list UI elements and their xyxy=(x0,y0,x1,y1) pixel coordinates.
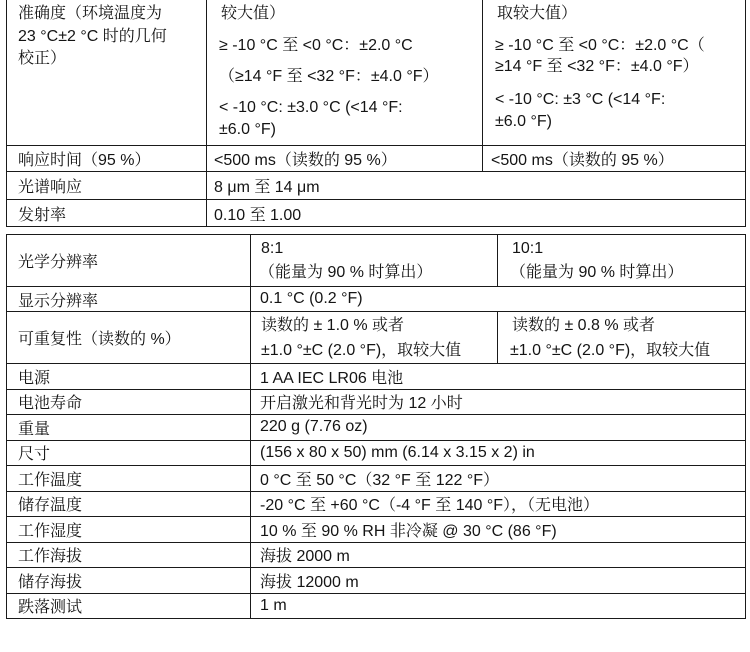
accuracy-col2-cell xyxy=(207,0,483,146)
spectral-response-label: 光谱响应 xyxy=(7,172,207,200)
accuracy-label-line: 校正） xyxy=(18,50,67,67)
optical-resolution-ratio: 10:1 xyxy=(512,240,544,257)
optical-resolution-note: （能量为 90 % 时算出） xyxy=(510,264,684,281)
accuracy-col3-line: 取较大值） xyxy=(497,5,578,22)
repeatability-line: ±1.0 °±C (2.0 °F)，取较大值 xyxy=(510,342,711,359)
response-time-label: 响应时间（95 %） xyxy=(7,146,207,172)
accuracy-col2-line: ≥ -10 °C 至 <0 °C：±2.0 °C xyxy=(219,37,413,54)
accuracy-label-line: 23 °C±2 °C 时的几何 xyxy=(18,28,167,45)
optical-resolution-label: 光学分辨率 xyxy=(7,235,251,287)
battery-life-label: 电池寿命 xyxy=(7,390,251,416)
accuracy-label-line: 准确度（环境温度为 xyxy=(18,5,163,22)
operating-temperature-value: 0 °C 至 50 °C（32 °F 至 122 °F） xyxy=(251,466,746,492)
battery-life-value: 开启激光和背光时为 12 小时 xyxy=(251,390,746,416)
storage-temperature-value: -20 °C 至 +60 °C（-4 °F 至 140 °F），（无电池） xyxy=(251,492,746,518)
optical-resolution-ratio: 8:1 xyxy=(261,240,284,257)
storage-altitude-value: 海拔 12000 m xyxy=(251,568,746,594)
emissivity-value: 0.10 至 1.00 xyxy=(207,200,746,227)
optical-resolution-col3-cell xyxy=(498,235,746,287)
accuracy-col2-line: ±6.0 °F) xyxy=(219,121,276,138)
response-time-col3: <500 ms（读数的 95 %） xyxy=(483,146,746,172)
repeatability-col3-cell xyxy=(498,312,746,364)
optical-resolution-col2-cell xyxy=(251,235,498,287)
operating-temperature-label: 工作温度 xyxy=(7,466,251,492)
accuracy-col3-line: < -10 °C: ±3 °C (<14 °F: xyxy=(495,91,666,108)
spectral-response-value: 8 μm 至 14 μm xyxy=(207,172,746,200)
accuracy-col3-line: ≥14 °F 至 <32 °F：±4.0 °F） xyxy=(495,58,699,75)
accuracy-col2-line: （≥14 °F 至 <32 °F：±4.0 °F） xyxy=(219,68,439,85)
display-resolution-value: 0.1 °C (0.2 °F) xyxy=(251,287,746,312)
operating-altitude-value: 海拔 2000 m xyxy=(251,543,746,569)
spec-table-top xyxy=(6,0,746,227)
accuracy-label-cell xyxy=(7,0,207,146)
repeatability-label: 可重复性（读数的 %） xyxy=(7,312,251,364)
operating-humidity-value: 10 % 至 90 % RH 非冷凝 @ 30 °C (86 °F) xyxy=(251,517,746,543)
accuracy-col2-line: < -10 °C: ±3.0 °C (<14 °F: xyxy=(219,99,403,116)
power-value: 1 AA IEC LR06 电池 xyxy=(251,364,746,390)
size-label: 尺寸 xyxy=(7,441,251,467)
repeatability-line: 读数的 ± 0.8 % 或者 xyxy=(512,317,656,334)
storage-temperature-label: 储存温度 xyxy=(7,492,251,518)
operating-humidity-label: 工作湿度 xyxy=(7,517,251,543)
weight-label: 重量 xyxy=(7,415,251,441)
emissivity-label: 发射率 xyxy=(7,200,207,227)
repeatability-col2-cell xyxy=(251,312,498,364)
spec-table-bottom xyxy=(6,234,746,619)
repeatability-line: 读数的 ± 1.0 % 或者 xyxy=(261,317,405,334)
drop-test-value: 1 m xyxy=(251,594,746,620)
optical-resolution-note: （能量为 90 % 时算出） xyxy=(259,264,433,281)
repeatability-line: ±1.0 °±C (2.0 °F)，取较大值 xyxy=(261,342,462,359)
operating-altitude-label: 工作海拔 xyxy=(7,543,251,569)
display-resolution-label: 显示分辨率 xyxy=(7,287,251,312)
accuracy-col3-line: ≥ -10 °C 至 <0 °C：±2.0 °C（ xyxy=(495,37,705,54)
accuracy-col3-line: ±6.0 °F) xyxy=(495,113,552,130)
accuracy-col3-cell xyxy=(483,0,746,146)
drop-test-label: 跌落测试 xyxy=(7,594,251,620)
size-value: (156 x 80 x 50) mm (6.14 x 3.15 x 2) in xyxy=(251,441,746,467)
response-time-col2: <500 ms（读数的 95 %） xyxy=(207,146,483,172)
power-label: 电源 xyxy=(7,364,251,390)
accuracy-col2-line: 较大值） xyxy=(221,5,286,22)
storage-altitude-label: 储存海拔 xyxy=(7,568,251,594)
weight-value: 220 g (7.76 oz) xyxy=(251,415,746,441)
